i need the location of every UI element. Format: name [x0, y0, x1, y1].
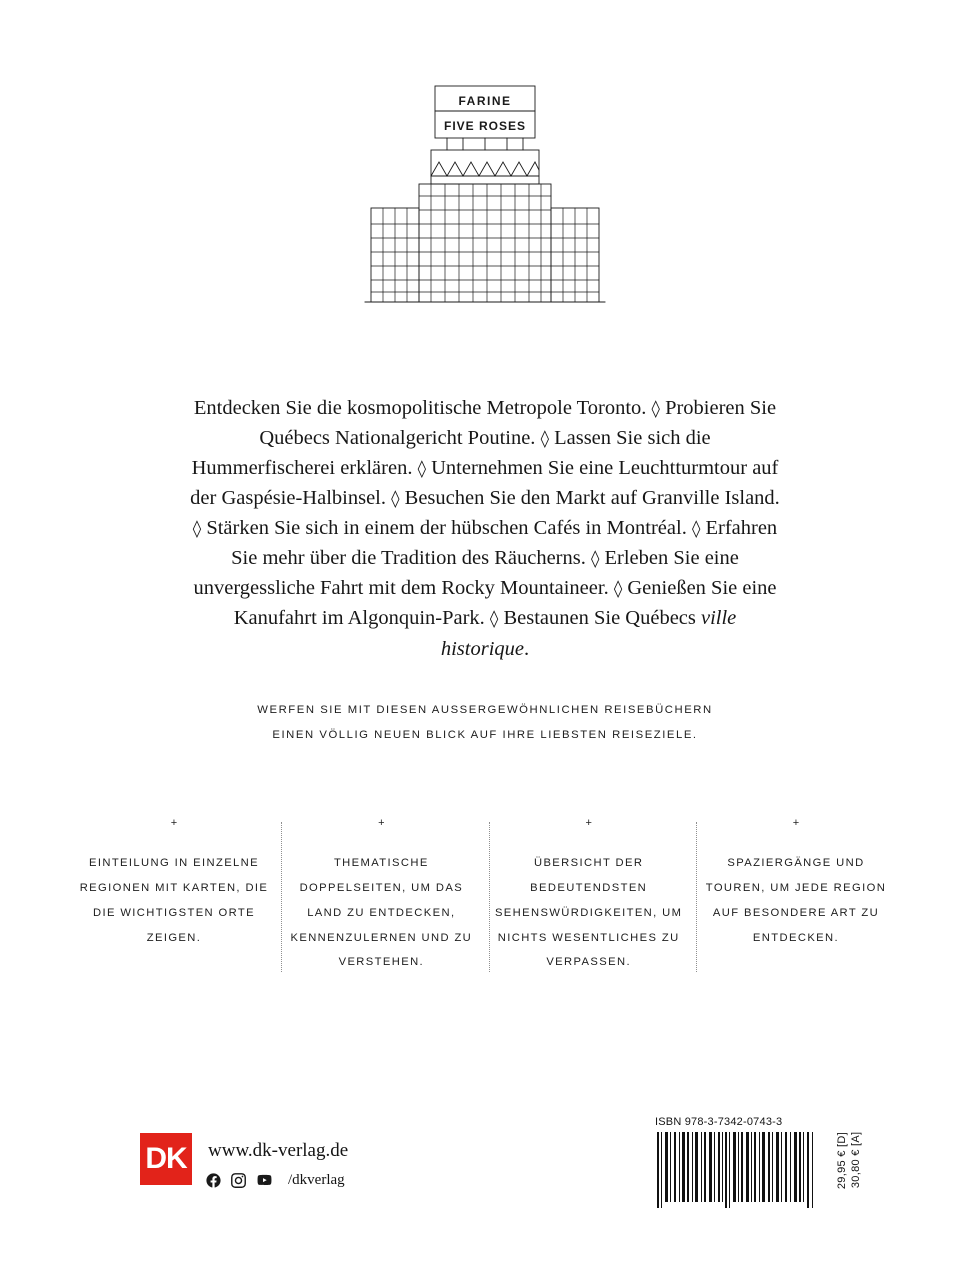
svg-text:FIVE ROSES: FIVE ROSES: [443, 119, 527, 133]
feature-columns: [74, 818, 896, 975]
diamond-separator: ◊: [691, 519, 701, 539]
diamond-separator: ◊: [613, 579, 623, 600]
diamond-separator: ◊: [651, 398, 660, 419]
feature-text-3: ÜBERSICHT DER BEDEUTENDSTEN SEHENSWÜRDIGKEITEN, UM NICHTS WESENTLICHES ZU VERPASSEN.: [494, 857, 683, 969]
intro-final-punctuation: .: [524, 637, 530, 660]
barcode: [655, 1132, 820, 1208]
feature-column-2: [281, 818, 481, 975]
plus-icon: +: [792, 817, 800, 829]
intro-sentence-2: Probieren Sie Québecs Nationalgericht Poutine.: [259, 396, 777, 449]
strapline-line-1: WERFEN SIE MIT DIESEN AUSSERGEWÖHNLICHEN REISEBÜCHERN: [257, 704, 713, 716]
social-handle[interactable]: /dkverlag: [288, 1172, 345, 1188]
cover-illustration: [0, 80, 970, 330]
diamond-separator: ◊: [489, 609, 499, 630]
intro-sentence-6: Stärken Sie sich in einem der hübschen Cafés in Montréal.: [206, 517, 692, 539]
isbn-block: [655, 1116, 830, 1208]
svg-text:FARINE: FARINE: [458, 94, 512, 108]
diamond-separator: ◊: [417, 458, 426, 479]
instagram-icon[interactable]: [230, 1172, 247, 1189]
diamond-separator: ◊: [590, 549, 600, 570]
intro-sentence-9: Genießen Sie eine Kanufahrt im Algonquin-Park.: [233, 577, 777, 630]
strapline: [185, 698, 785, 749]
farine-five-roses-illustration: [335, 80, 635, 310]
feature-text-4: SPAZIERGÄNGE UND TOUREN, UM JEDE REGION AUF BESONDERE ART ZU ENTDECKEN.: [705, 857, 887, 944]
feature-column-3: [489, 818, 689, 975]
intro-sentence-3: Lassen Sie sich die Hummerfischerei erklären.: [191, 426, 711, 479]
feature-column-1: [74, 818, 274, 975]
intro-sentence-4: Unternehmen Sie eine Leuchtturmtour auf der Gaspésie-Halbinsel.: [190, 456, 779, 509]
intro-paragraph: [190, 393, 780, 664]
price-block: [836, 1132, 864, 1189]
intro-italic-phrase: ville historique: [440, 607, 737, 660]
diamond-separator: ◊: [540, 428, 549, 449]
intro-sentence-7: Erfahren Sie mehr über die Tradition des Räucherns.: [231, 517, 778, 570]
publisher-website[interactable]: www.dk-verlag.de: [208, 1140, 349, 1161]
plus-icon: +: [585, 817, 592, 829]
facebook-icon[interactable]: [205, 1172, 222, 1189]
diamond-separator: ◊: [391, 488, 400, 509]
feature-text-1: EINTEILUNG IN EINZELNE REGIONEN MIT KARTEN, DIE DIE WICHTIGSTEN ORTE ZEIGEN.: [79, 857, 269, 944]
intro-sentence-5: Besuchen Sie den Markt auf Granville Island.: [404, 486, 780, 509]
feature-text-2: THEMATISCHE DOPPELSEITEN, UM DAS LAND ZU ENTDECKEN, KENNENZULERNEN UND ZU VERSTEHEN.: [290, 857, 473, 969]
youtube-icon[interactable]: [255, 1172, 274, 1189]
feature-column-4: [696, 818, 896, 975]
plus-icon: +: [170, 817, 178, 829]
dk-logo: DK: [140, 1133, 192, 1185]
social-links: [205, 1172, 345, 1189]
price-de: 29,95 € [D]: [836, 1132, 848, 1190]
price-at: 30,80 € [A]: [849, 1132, 862, 1189]
intro-sentence-1: Entdecken Sie die kosmopolitische Metropole Toronto.: [193, 396, 652, 419]
barcode-svg: [655, 1132, 820, 1208]
plus-icon: +: [378, 817, 385, 829]
intro-sentence-10: Bestaunen Sie Québecs: [503, 607, 701, 630]
diamond-separator: ◊: [192, 519, 202, 539]
footer: [0, 1110, 970, 1230]
isbn-number: ISBN 978-3-7342-0743-3: [655, 1116, 783, 1128]
intro-sentence-8: Erleben Sie eine unvergessliche Fahrt mit dem Rocky Mountaineer.: [193, 547, 739, 600]
strapline-line-2: EINEN VÖLLIG NEUEN BLICK AUF IHRE LIEBSTEN REISEZIELE.: [272, 729, 698, 742]
